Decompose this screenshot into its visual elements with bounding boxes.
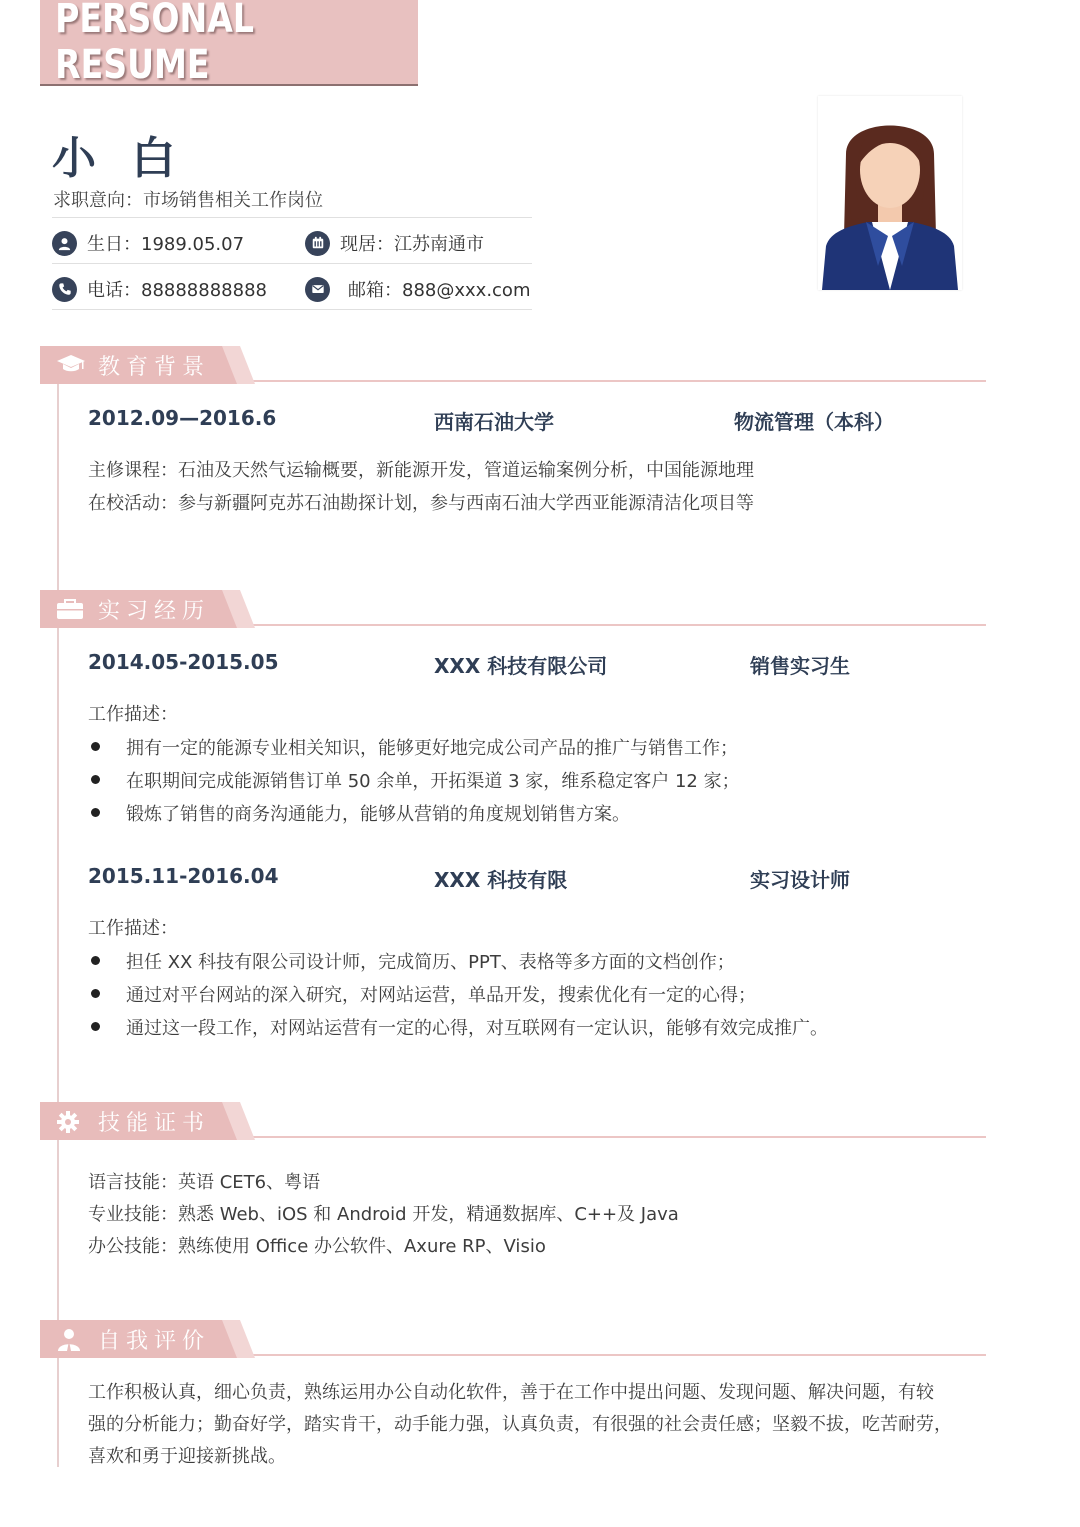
- edu-courses: 主修课程：石油及天然气运输概要，新能源开发，管道运输案例分析，中国能源地理: [88, 460, 754, 481]
- list-item: [88, 796, 630, 829]
- job-role: 销售实习生: [750, 654, 850, 678]
- divider: [52, 263, 532, 264]
- job-objective: 求职意向：市场销售相关工作岗位: [53, 190, 323, 211]
- building-icon: [305, 231, 330, 256]
- self-eval-line: 强的分析能力；勤奋好学，踏实肯干，动手能力强，认真负责，有很强的社会责任感；坚毅不拔，吃苦耐劳，: [88, 1414, 952, 1435]
- resume-banner: [40, 0, 418, 86]
- edu-period: 2012.09—2016.6: [88, 406, 277, 430]
- email-text: 邮箱：888@xxx.com: [348, 280, 531, 301]
- birthday-info: [52, 228, 244, 258]
- bullet-dot: [91, 775, 100, 784]
- section-title: 实习经历: [98, 599, 211, 624]
- bullet-text: 担任 XX 科技有限公司设计师，完成简历、PPT、表格等多方面的文档创作；: [126, 951, 735, 973]
- skill-line: 办公技能：熟练使用 Office 办公软件、Axure RP、Visio: [88, 1236, 546, 1257]
- residence-info: [305, 228, 484, 258]
- divider: [52, 309, 532, 310]
- profile-photo: [818, 96, 962, 290]
- bullet-dot: [91, 1022, 100, 1031]
- phone-text: 电话：88888888888: [87, 280, 267, 301]
- phone-info: [52, 274, 267, 304]
- section-header-internship: [40, 590, 255, 628]
- email-info: [305, 274, 530, 304]
- gear-icon: [56, 1110, 80, 1138]
- graduation-cap-icon: [56, 354, 86, 378]
- banner-title: PERSONAL RESUME: [55, 0, 254, 88]
- bullet-dot: [91, 989, 100, 998]
- list-item: [88, 1010, 828, 1043]
- phone-icon: [52, 277, 77, 302]
- list-item: [88, 977, 756, 1010]
- edu-activities: 在校活动：参与新疆阿克苏石油勘探计划，参与西南石油大学西亚能源清洁化项目等: [88, 493, 754, 514]
- job-desc-label: 工作描述：: [88, 918, 178, 939]
- section-title: 技能证书: [98, 1111, 211, 1136]
- user-icon: [52, 231, 77, 256]
- bullet-text: 拥有一定的能源专业相关知识，能够更好地完成公司产品的推广与销售工作；: [126, 737, 738, 759]
- bullet-dot: [91, 742, 100, 751]
- skill-line: 语言技能：英语 CET6、粤语: [88, 1172, 321, 1193]
- edu-major: 物流管理（本科）: [734, 410, 894, 434]
- candidate-name: 小 白: [52, 133, 186, 184]
- bullet-text: 在职期间完成能源销售订单 50 余单，开拓渠道 3 家，维系稳定客户 12 家；: [126, 770, 740, 792]
- bullet-text: 锻炼了销售的商务沟通能力，能够从营销的角度规划销售方案。: [126, 803, 630, 825]
- bullet-text: 通过这一段工作，对网站运营有一定的心得，对互联网有一定认识，能够有效完成推广。: [126, 1017, 828, 1039]
- section-title: 自我评价: [98, 1329, 211, 1354]
- job-role: 实习设计师: [750, 868, 850, 892]
- residence-text: 现居：江苏南通市: [340, 234, 484, 255]
- job-company: XXX 科技有限: [434, 868, 568, 892]
- bullet-dot: [91, 808, 100, 817]
- section-header-self-eval: [40, 1320, 255, 1358]
- briefcase-icon: [56, 598, 84, 624]
- list-item: [88, 944, 735, 977]
- divider: [52, 217, 532, 218]
- job-company: XXX 科技有限公司: [434, 654, 608, 678]
- birthday-text: 生日：1989.05.07: [87, 234, 245, 255]
- job-period: 2015.11-2016.04: [88, 864, 279, 888]
- self-eval-line: 喜欢和勇于迎接新挑战。: [88, 1446, 286, 1467]
- bullet-text: 通过对平台网站的深入研究，对网站运营，单品开发，搜索优化有一定的心得；: [126, 984, 756, 1006]
- job-period: 2014.05-2015.05: [88, 650, 279, 674]
- person-icon: [56, 1328, 82, 1356]
- list-item: [88, 763, 740, 796]
- mail-icon: [305, 277, 330, 302]
- section-header-education: [40, 346, 255, 384]
- job-desc-label: 工作描述：: [88, 704, 178, 725]
- skill-line: 专业技能：熟悉 Web、iOS 和 Android 开发，精通数据库、C++及 Java: [88, 1204, 679, 1225]
- section-header-skills: [40, 1102, 255, 1140]
- list-item: [88, 730, 738, 763]
- edu-school: 西南石油大学: [434, 410, 554, 434]
- bullet-dot: [91, 956, 100, 965]
- timeline-line: [57, 382, 59, 1467]
- self-eval-line: 工作积极认真，细心负责，熟练运用办公自动化软件，善于在工作中提出问题、发现问题、解决问题，有较: [88, 1382, 934, 1403]
- section-title: 教育背景: [98, 355, 211, 380]
